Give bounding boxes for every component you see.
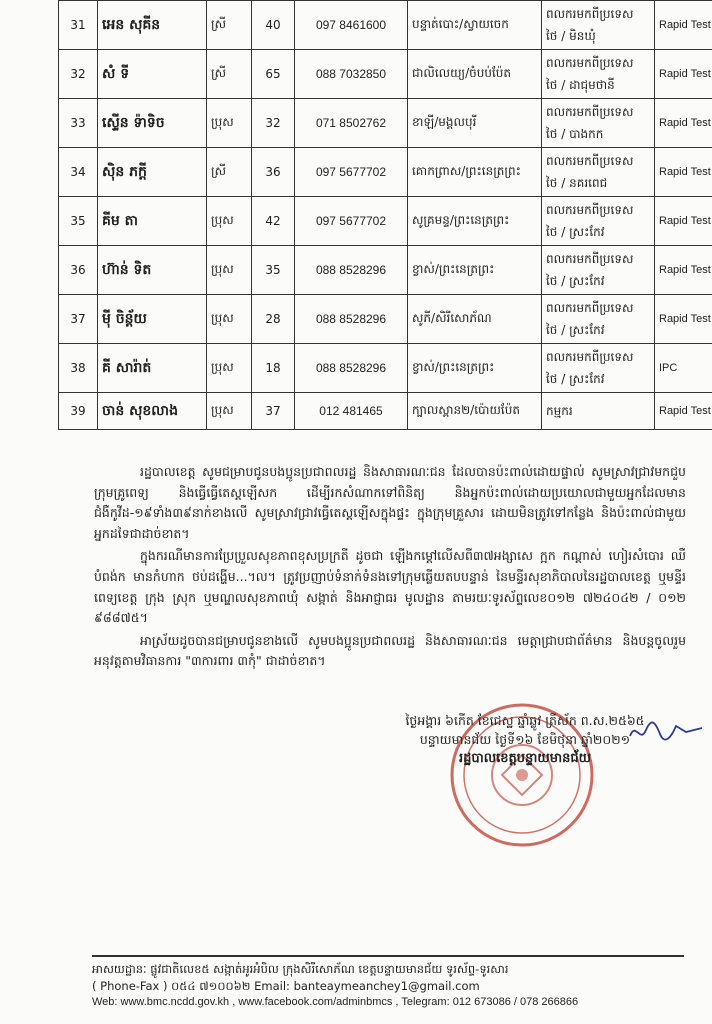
- paragraph-1: រដ្ឋបាលខេត្ត សូមជម្រាបជូនបងប្អូនប្រជាពលរដ្ឋ និងសាធារណៈជន ដែលបានប៉ះពាល់ដោយផ្ទាល់ សូមស្រាវជ្រាវមកជួបក្រុមគ្រូពេទ្យ និងធ្វើធ្វើតេស្តឡើសក ដើម្បីរកសំណាកទៅពិនិត្យ និងអ្នកប៉ះពាល់ដោយប្រយោលជាមួយអ្នកដែលមានជំងឺកូវីដ-១៩ទាំង៣៩នាក់ខាងលើ សូមស្រាវជ្រាវធ្វើតេស្តឡើសក្នុងផ្ទះ ក្នុងក្រុមគ្រួសារ ដោយមិនត្រូវទៅកន្លែង និងប៉ះពាល់ជាមួយអ្នកដទៃជាដាច់ខាត។: [94, 464, 686, 541]
- address-cell: សូភី/សិរីសោភ័ណ: [408, 295, 542, 344]
- test-type-cell: Rapid Test: [655, 246, 712, 295]
- row-number: 31: [59, 1, 98, 50]
- age-cell: 42: [252, 197, 295, 246]
- patient-table-body: [59, 1, 712, 430]
- source-line: ពលករមកពីប្រទេស: [546, 301, 634, 315]
- footer-divider: [92, 955, 684, 957]
- person-name: ចាន់ សុខលាង: [98, 393, 207, 430]
- table-row: [59, 344, 712, 393]
- source-line: ពលករមកពីប្រទេស: [546, 105, 634, 119]
- address-cell: បន្ទាត់បោះ/ស្វាយចេក: [408, 1, 542, 50]
- row-number: 37: [59, 295, 98, 344]
- phone-cell: 088 8528296: [295, 295, 408, 344]
- row-number: 33: [59, 99, 98, 148]
- footer-phone-email: ( Phone-Fax ) ០៥៤ ៧១០០៦២ Email: banteaymeanchey1@gmail.com: [92, 978, 480, 993]
- phone-cell: 088 8528296: [295, 246, 408, 295]
- person-name: ស្ទើន ទ៉ាទិច: [98, 99, 207, 148]
- source-line: ពលករមកពីប្រទេស: [546, 203, 634, 217]
- person-name: អេន សុគីន: [98, 1, 207, 50]
- person-name: សុិន ភក្តី: [98, 148, 207, 197]
- age-cell: 65: [252, 50, 295, 99]
- sex-cell: ប្រុស: [207, 99, 252, 148]
- age-cell: 40: [252, 1, 295, 50]
- table-row: [59, 99, 712, 148]
- address-cell: គោកព្រាស/ព្រះនេត្រព្រះ: [408, 148, 542, 197]
- source-line: ថៃ / បាងកក: [546, 127, 604, 141]
- person-name: ហ៊ាន់ ទិត: [98, 246, 207, 295]
- source-line: ថៃ / ស្រះកែវ: [546, 372, 605, 386]
- age-cell: 36: [252, 148, 295, 197]
- table-row: [59, 50, 712, 99]
- person-name: សំ ទី: [98, 50, 207, 99]
- row-number: 36: [59, 246, 98, 295]
- sex-cell: ប្រុស: [207, 393, 252, 430]
- footer-address: អាសយដ្ឋានៈ ផ្លូវជាតិលេខ៥ សង្កាត់អូរអំបិល ក្រុងសិរីសោភ័ណ ខេត្តបន្ទាយមានជ័យ ទូរស័ព្ទ-ទូរសារ: [92, 962, 509, 976]
- source-line: ពលករមកពីប្រទេស: [546, 7, 634, 21]
- address-cell: ខ្វាស់/ព្រះនេត្រព្រះ: [408, 344, 542, 393]
- source-cell: [542, 1, 655, 50]
- footer-web-links: Web: www.bmc.ncdd.gov.kh , www.facebook.com/adminbmcs , Telegram: 012 673086 / 078 266866: [92, 996, 579, 1008]
- age-cell: 32: [252, 99, 295, 148]
- sex-cell: ស្រី: [207, 1, 252, 50]
- address-cell: ក្បាលស្ពាន២/ប៉ោយប៉ែត: [408, 393, 542, 430]
- sex-cell: ស្រី: [207, 50, 252, 99]
- test-type-cell: Rapid Test: [655, 50, 712, 99]
- paragraph-3: អាស្រ័យដូចបានជម្រាបជូនខាងលើ សូមបងប្អូនប្រជាពលរដ្ឋ និងសាធារណៈជន មេត្តាជ្រាបជាព័ត៌មាន និងបន្តចូលរួមអនុវត្តតាមវិធានការ "៣ការពារ ៣កុំ" ជាដាច់ខាត។: [94, 632, 686, 669]
- test-type-cell: Rapid Test: [655, 295, 712, 344]
- test-type-cell: Rapid Test: [655, 148, 712, 197]
- row-number: 32: [59, 50, 98, 99]
- row-number: 34: [59, 148, 98, 197]
- person-name: ម៉ី ចិន្ត័យ: [98, 295, 207, 344]
- phone-cell: 097 5677702: [295, 148, 408, 197]
- source-cell: [542, 393, 655, 430]
- source-line: ថៃ / ស្រះកែវ: [546, 323, 605, 337]
- patient-table: [58, 0, 712, 430]
- source-cell: [542, 246, 655, 295]
- phone-cell: 088 7032850: [295, 50, 408, 99]
- table-row: [59, 1, 712, 50]
- source-line: ពលករមកពីប្រទេស: [546, 350, 634, 364]
- announcement-body: [94, 462, 686, 674]
- test-type-cell: Rapid Test: [655, 393, 712, 430]
- address-cell: ខាឡី/មង្គលបុរី: [408, 99, 542, 148]
- table-row: [59, 295, 712, 344]
- phone-cell: 097 5677702: [295, 197, 408, 246]
- test-type-cell: IPC: [655, 344, 712, 393]
- source-cell: [542, 295, 655, 344]
- table-row: [59, 197, 712, 246]
- issuing-authority: រដ្ឋបាលខេត្តបន្ទាយមានជ័យ: [458, 751, 592, 766]
- paragraph-2: ក្នុងករណីមានការប្រែប្រួលសុខភាពខុសប្រក្រតី ដូចជា ឡើងកម្ដៅលើសពី៣៧អង្សាសេ ក្អក កណ្ដាស់ ហៀរសំបោរ ឈឺបំពង់ក មានកំហាក ថប់ដង្ហើម...។ល។ ត្រូវប្រញាប់ទំនាក់ទំនងទៅក្រុមឆ្លើយតបបន្ទាន់ នៃមន្ទីរសុខាភិបាលនៃរដ្ឋបាលខេត្ត ឬមន្ទីរពេទ្យខេត្ត ក្រុង ស្រុក ឬមណ្ឌលសុខភាពឃុំ សង្កាត់ និងអាជ្ញាធរ មូលដ្ឋាន តាមរយៈទូរស័ព្ទលេខ០១២ ៧២៤០៤២ / ០១២ ៩៨៨៧៥។: [94, 548, 686, 626]
- source-cell: [542, 344, 655, 393]
- phone-cell: 012 481465: [295, 393, 408, 430]
- row-number: 38: [59, 344, 98, 393]
- source-line: ពលករមកពីប្រទេស: [546, 154, 634, 168]
- sex-cell: ប្រុស: [207, 295, 252, 344]
- source-cell: [542, 50, 655, 99]
- address-cell: ខ្វាស់/ព្រះនេត្រព្រះ: [408, 246, 542, 295]
- lunar-date: ថ្ងៃអង្គារ ៦កើត ខែជេស្ឋ ឆ្នាំឆ្លូវ ត្រីស័ក ព.ស.២៥៦៥: [405, 713, 645, 728]
- person-name: គី សារ៉ាត់: [98, 344, 207, 393]
- source-cell: [542, 99, 655, 148]
- test-type-cell: Rapid Test: [655, 1, 712, 50]
- solar-date: បន្ទាយមានជ័យ ថ្ងៃទី១៦ ខែមិថុនា ឆ្នាំ២០២១: [419, 732, 631, 747]
- source-line: ថៃ / នគរពេជ: [546, 176, 608, 190]
- source-cell: [542, 197, 655, 246]
- age-cell: 35: [252, 246, 295, 295]
- footer: [92, 961, 692, 1011]
- handwritten-signature: [626, 716, 706, 746]
- phone-cell: 088 8528296: [295, 344, 408, 393]
- row-number: 35: [59, 197, 98, 246]
- source-line: ថៃ / ស្រះកែវ: [546, 274, 605, 288]
- age-cell: 28: [252, 295, 295, 344]
- phone-cell: 097 8461600: [295, 1, 408, 50]
- phone-cell: 071 8502762: [295, 99, 408, 148]
- test-type-cell: Rapid Test: [655, 99, 712, 148]
- address-cell: ជាលិលេយ្យ/ចំបប់ប៉ែត: [408, 50, 542, 99]
- source-line: ពលករមកពីប្រទេស: [546, 56, 634, 70]
- age-cell: 37: [252, 393, 295, 430]
- source-line: ពលករមកពីប្រទេស: [546, 252, 634, 266]
- row-number: 39: [59, 393, 98, 430]
- sex-cell: ស្រី: [207, 148, 252, 197]
- source-line: ថៃ / មិនឃុំ: [546, 29, 596, 43]
- table-row: [59, 393, 712, 430]
- sex-cell: ប្រុស: [207, 344, 252, 393]
- sex-cell: ប្រុស: [207, 197, 252, 246]
- person-name: គីម តា: [98, 197, 207, 246]
- table-row: [59, 148, 712, 197]
- source-cell: [542, 148, 655, 197]
- source-line: ថៃ / ស្រះកែវ: [546, 225, 605, 239]
- source-line: ថៃ / ដាជុមថានី: [546, 78, 615, 92]
- source-line: កម្មករ: [546, 404, 573, 418]
- test-type-cell: Rapid Test: [655, 197, 712, 246]
- address-cell: សូគ្រមន្ទ/ព្រះនេត្រព្រះ: [408, 197, 542, 246]
- table-row: [59, 246, 712, 295]
- sex-cell: ប្រុស: [207, 246, 252, 295]
- age-cell: 18: [252, 344, 295, 393]
